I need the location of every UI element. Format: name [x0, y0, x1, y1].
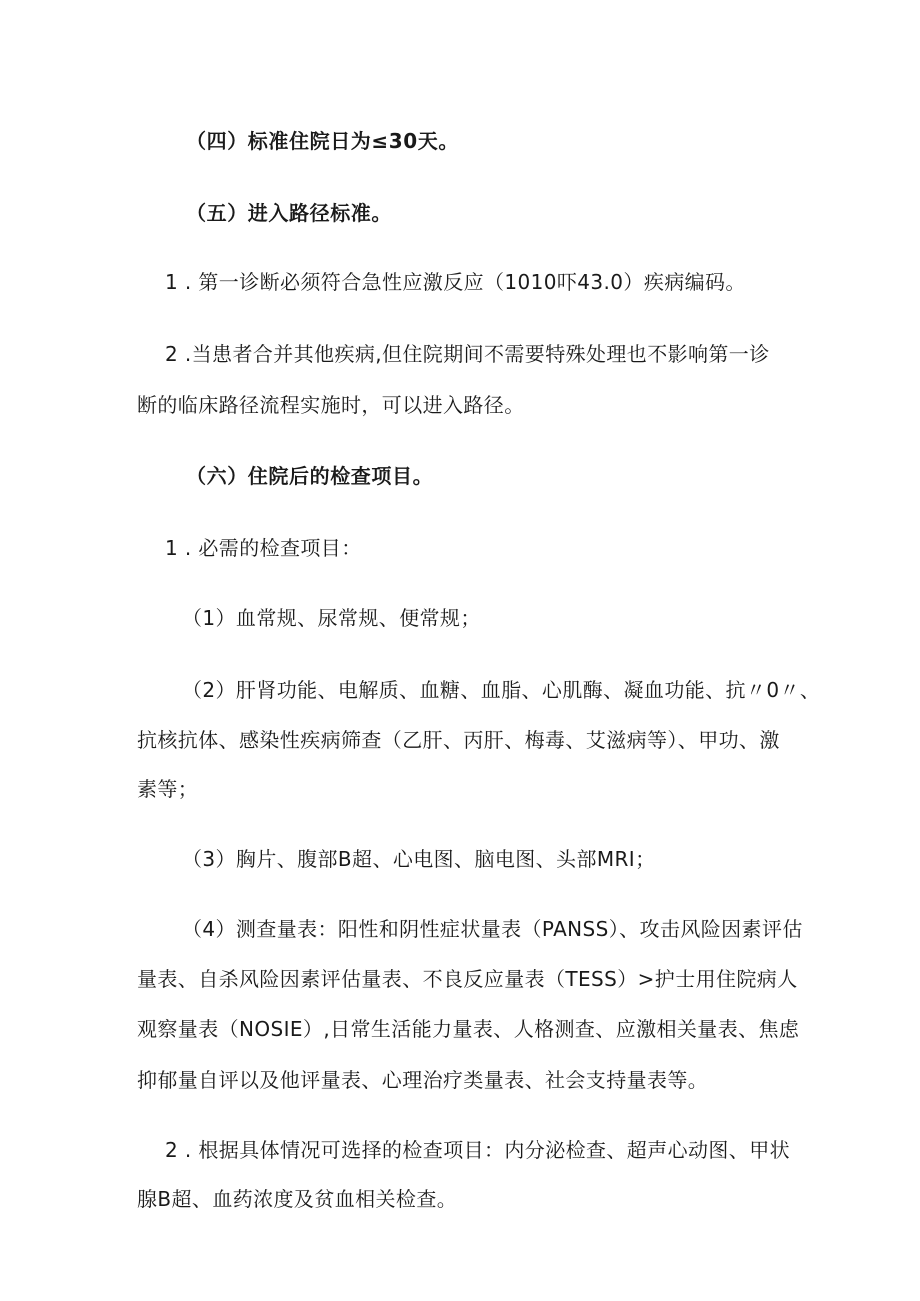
required-exam-2-line-3: 素等；	[137, 777, 199, 801]
required-exam-4-line-3: 观察量表（NOSIE）,日常生活能力量表、人格测查、应激相关量表、焦虑	[137, 1017, 800, 1041]
section-heading-6: （六）住院后的检查项目。	[186, 464, 434, 488]
section-heading-4: （四）标准住院日为≤30天。	[186, 129, 459, 153]
entry-criterion-2-line-2: 断的临床路径流程实施时，可以进入路径。	[137, 393, 525, 417]
required-exam-1: （1）血常规、尿常规、便常规；	[182, 606, 481, 630]
required-exam-3: （3）胸片、腹部B超、心电图、脑电图、头部MRI；	[182, 847, 656, 871]
optional-exams-line-1: 2 . 根据具体情况可选择的检查项目：内分泌检查、超声心动图、甲状	[165, 1138, 790, 1162]
entry-criterion-1: 1 . 第一诊断必须符合急性应激反应（1010吓43.0）疾病编码。	[165, 270, 746, 294]
required-exam-4-line-4: 抑郁量自评以及他评量表、心理治疗类量表、社会支持量表等。	[137, 1068, 709, 1092]
required-exams-title: 1 . 必需的检查项目：	[165, 536, 362, 560]
required-exam-2-line-2: 抗核抗体、感染性疾病筛查（乙肝、丙肝、梅毒、艾滋病等）、甲功、激	[137, 728, 780, 752]
section-heading-5: （五）进入路径标准。	[186, 201, 392, 225]
required-exam-4-line-1: （4）测查量表：阳性和阴性症状量表（PANSS）、攻击风险因素评估	[182, 917, 803, 941]
required-exam-4-line-2: 量表、自杀风险因素评估量表、不良反应量表（TESS）>护士用住院病人	[137, 967, 798, 991]
entry-criterion-2-line-1: 2 .当患者合并其他疾病,但住院期间不需要特殊处理也不影响第一诊	[165, 342, 770, 366]
required-exam-2-line-1: （2）肝肾功能、电解质、血糖、血脂、心肌酶、凝血功能、抗〃0〃、	[182, 678, 821, 702]
optional-exams-line-2: 腺B超、血药浓度及贫血相关检查。	[137, 1187, 458, 1211]
